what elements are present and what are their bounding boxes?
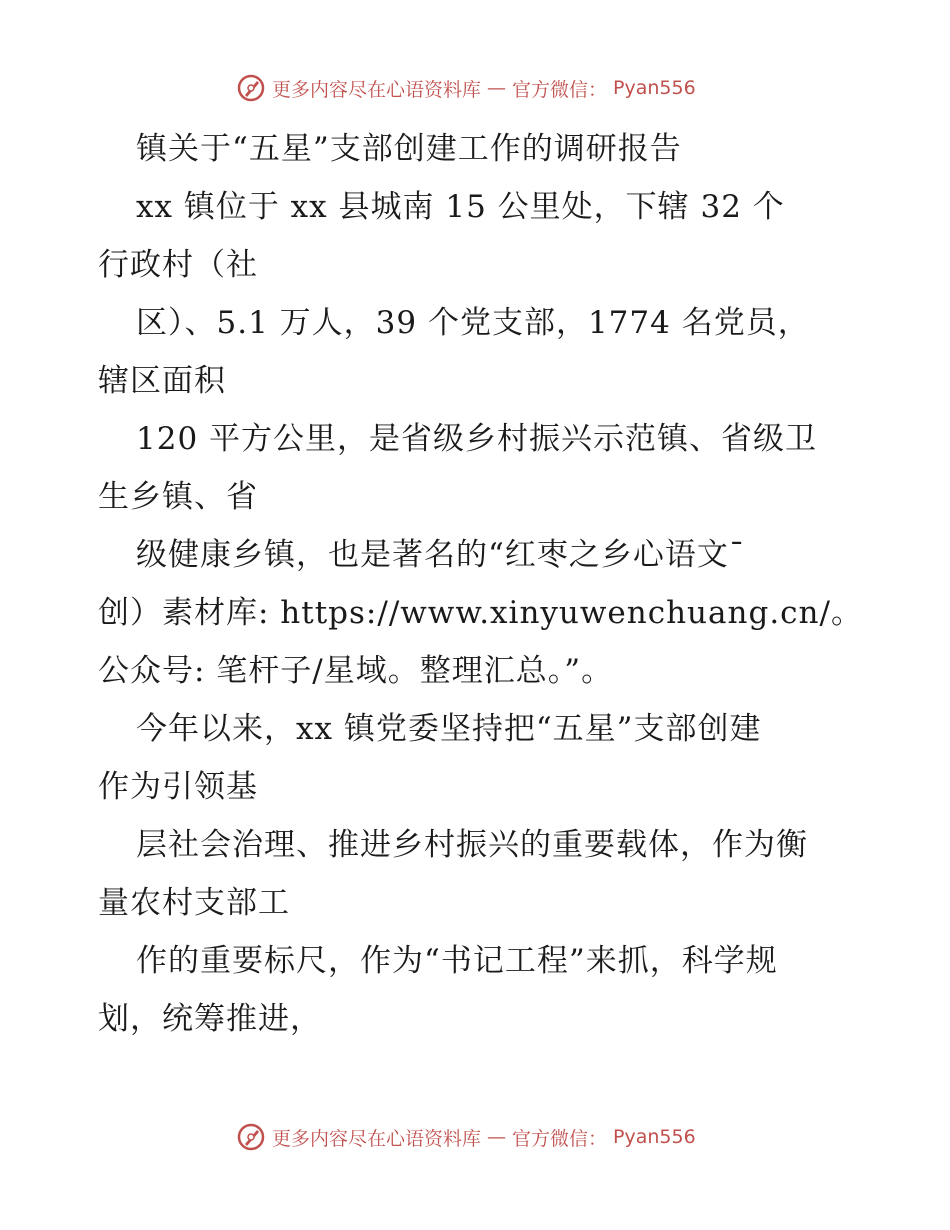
paragraph-line: 行政村（社: [98, 247, 258, 283]
document-body: [98, 120, 868, 1048]
paragraph-line: 量农村支部工: [98, 885, 290, 921]
paragraph-line: 作的重要标尺，作为“书记工程”来抓，科学规: [136, 943, 778, 979]
watermark-wechat-label: 官方微信：: [512, 1127, 608, 1150]
watermark-brand-text: 更多内容尽在心语资料库: [272, 78, 482, 101]
watermark-wechat-label: 官方微信：: [512, 78, 608, 101]
watermark-wechat-id: Pyan556: [613, 77, 696, 99]
header-watermark: [236, 73, 696, 103]
footer-watermark: [236, 1122, 696, 1152]
watermark-dash: —: [487, 77, 507, 99]
paragraph-line: 120 平方公里，是省级乡村振兴示范镇、省级卫: [136, 421, 818, 457]
paragraph-line: 级健康乡镇，也是著名的“红枣之乡心语文¯: [136, 537, 746, 573]
paragraph-line: 层社会治理、推进乡村振兴的重要载体，作为衡: [136, 827, 808, 863]
watermark-dash: —: [487, 1126, 507, 1148]
quill-seal-icon: [236, 1122, 266, 1152]
paragraph-line: 辖区面积: [98, 363, 226, 399]
paragraph-line-url: 创）素材库: https://www.xinyuwenchuang.cn/。: [98, 595, 863, 631]
paragraph-line: 作为引领基: [98, 769, 258, 805]
paragraph-line: 今年以来，xx 镇党委坚持把“五星”支部创建: [136, 711, 762, 747]
watermark-brand-text: 更多内容尽在心语资料库: [272, 1127, 482, 1150]
paragraph-line: xx 镇位于 xx 县城南 15 公里处，下辖 32 个: [136, 189, 785, 225]
paragraph-line: 划，统筹推进，: [98, 1001, 322, 1037]
watermark-wechat-id: Pyan556: [613, 1126, 696, 1148]
paragraph-line: 公众号: 笔杆子/星域。整理汇总。”。: [98, 653, 614, 689]
document-title: 镇关于“五星”支部创建工作的调研报告: [136, 131, 682, 167]
paragraph-line: 生乡镇、省: [98, 479, 258, 515]
paragraph-line: 区）、5.1 万人，39 个党支部，1774 名党员，: [136, 305, 810, 341]
quill-seal-icon: [236, 73, 266, 103]
